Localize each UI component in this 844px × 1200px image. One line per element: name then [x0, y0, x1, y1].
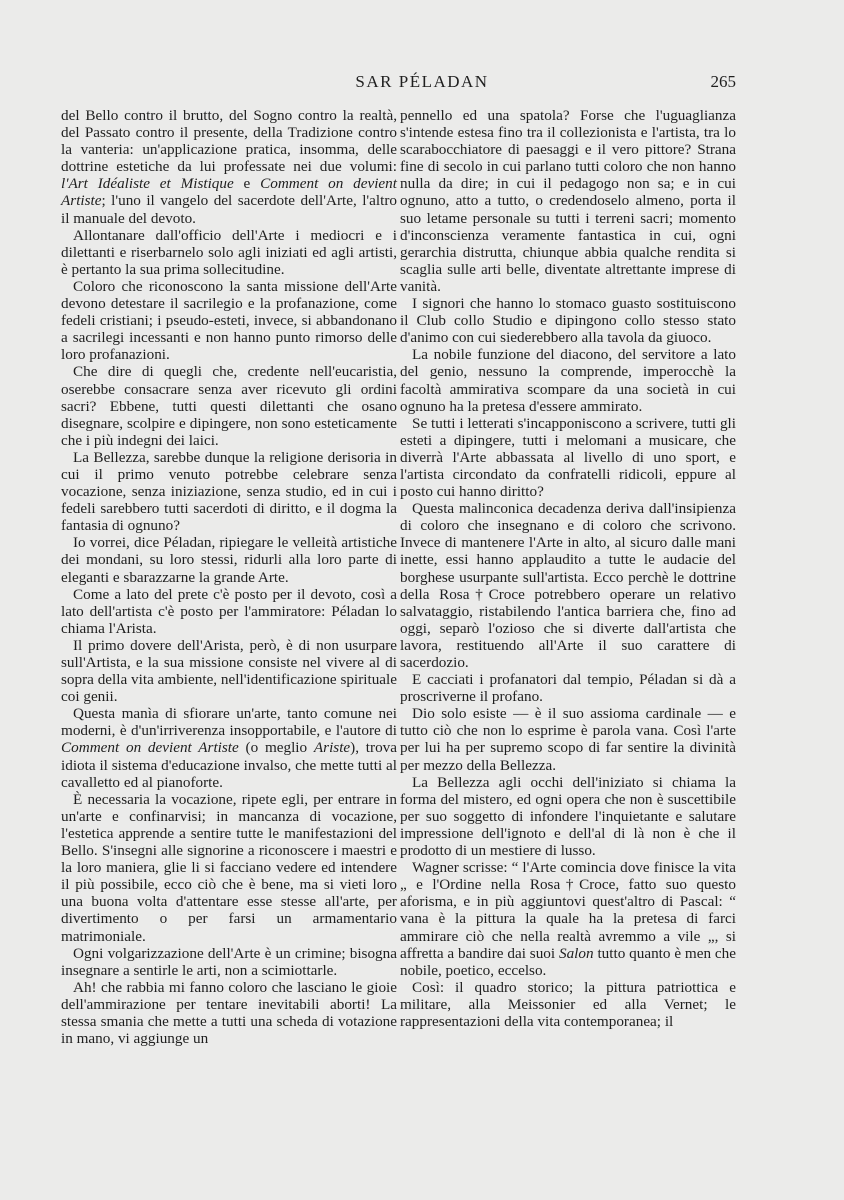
italic-title: Ariste — [313, 739, 351, 757]
paragraph: Che dire di quegli che, credente nell'eucaristia, oserebbe consacrare senza aver ricevuto gli ordini sacri? Ebbene, tutti questi dilettanti che osano disegnare, scolpire e dipingere, non sono esteticamente che i più indegni dei laici. — [61, 363, 397, 449]
italic-title: Comment on devient Artiste — [61, 739, 239, 757]
paragraph: Questa malinconica decadenza deriva dall'insipienza di coloro che insegnano e di coloro che scrivono. Invece di mantenere l'Arte in alto, al sicuro dalle mani inette, essi hanno applaudito a tutte le audacie del borghese usurpante sull'artista. Ecco perchè le dottrine della Rosa†Croce potrebbero operare un relativo salvataggio, ristabilendo l'antica barriera che, fino ad oggi, separò l'ozioso che si diverte dall'artista che lavora, restituendo all'Arte il suo carattere di sacerdozio. — [400, 500, 736, 671]
running-title: SAR PÉLADAN — [355, 72, 489, 91]
paragraph: Come a lato del prete c'è posto per il devoto, così a lato dell'artista c'è posto per l'ammiratore: Péladan lo chiama l'Arista. — [61, 585, 397, 637]
paragraph: Coloro che riconoscono la santa missione dell'Arte devono detestare il sacrilegio e la profanazione, come fedeli cristiani; i pseudo-esteti, invece, si abbandonano a sacrilegi incessanti e non hanno punto rimorso delle loro profanazioni. — [61, 277, 397, 364]
paragraph: Io vorrei, dice Péladan, ripiegare le velleità artistiche dei mondani, su loro stessi, ridurli alla loro parte di eleganti e sbarazzarne la grande Arte. — [61, 534, 397, 586]
italic-title: Salon — [558, 944, 594, 962]
left-text-column — [61, 107, 397, 1047]
paragraph: Questa manìa di sfiorare un'arte, tanto comune nei moderni, è d'un'irriverenza insopportabile, e l'autore di Comment on devient Artiste (o meglio Ariste), trova idiota il sistema d'educazione invalso, che mette tutti al cavalletto ed al pianoforte. — [61, 705, 397, 791]
paragraph: È necessaria la vocazione, ripete egli, per entrare in un'arte e confinarvisi; in mancanza di vocazione, l'estetica apprende a sentire tutte le manifestazioni del Bello. S'insegni alle signorine a riconoscere i maestri e la loro maniera, glie li si facciano vedere ed intendere il più possibile, ecco ciò che è bene, ma si vieti loro una buona volta d'attentare esse stesse all'arte, per divertimento o per farsi un armamentario matrimoniale. — [61, 790, 397, 945]
page-number: 265 — [710, 72, 736, 91]
paragraph: Così: il quadro storico; la pittura patriottica e militare, alla Meissonier ed alla Vernet; le rappresentazioni della vita contemporanea; il — [400, 978, 736, 1030]
paragraph: Se tutti i letterati s'incapponiscono a scrivere, tutti gli esteti a dipingere, tutti i melomani a musicare, che diverrà l'Arte abbassata al livello di uno sport, e l'artista circondato da confratelli ridicoli, eppure al posto cui hanno diritto? — [400, 414, 736, 501]
paragraph: Ogni volgarizzazione dell'Arte è un crimine; bisogna insegnare a sentirle le arti, non a scimiottarle. — [61, 944, 397, 979]
paragraph: I signori che hanno lo stomaco guasto sostituiscono il Club collo Studio e dipingono collo stesso stato d'animo con cui siederebbero alla tavola da giuoco. — [400, 295, 736, 347]
paragraph: Il primo dovere dell'Arista, però, è di non usurpare sull'Artista, e la sua missione consiste nel vivere al di sopra della vita ambiente, nell'identificazione spirituale coi genii. — [61, 636, 397, 706]
paragraph: Dio solo esiste — è il suo assioma cardinale — e tutto ciò che non lo esprime è parola vana. Così l'arte per lui ha per supremo scopo di far sentire la divinità per mezzo della Bellezza. — [400, 705, 736, 774]
paragraph: E cacciati i profanatori dal tempio, Péladan si dà a proscriverne il profano. — [400, 671, 736, 706]
italic-title: l'Art Idéaliste et Mistique — [61, 175, 234, 193]
page-header — [0, 72, 844, 98]
paragraph: Allontanare dall'officio dell'Arte i mediocri e i dilettanti e riserbarnelo solo agli iniziati ed agli artisti, è pertanto la sua prima sollecitudine. — [61, 226, 397, 278]
paragraph: Wagner scrisse: “ l'Arte comincia dove finisce la vita „ e l'Ordine nella Rosa†Croce, fatto suo questo aforisma, e in più aggiuntovi quest'altro di Pascal: “ vana è la pittura la quale ha la pretesa di farci ammirare ciò che nella realtà avremmo a vile „, si affretta a bandire dai suoi Salon tutto quanto è men che nobile, poetico, eccelso. — [400, 859, 736, 979]
italic-title: Comment on devient Artiste — [61, 175, 397, 210]
paragraph: La nobile funzione del diacono, del servitore a lato del genio, nessuno la comprende, imperocchè la facoltà ammirativa scompare da una società in cui ognuno ha la pretesa d'essere ammirato. — [400, 346, 736, 415]
paragraph: La Bellezza agli occhi dell'iniziato si chiama la forma del mistero, ed ogni opera che non è suscettibile per suo soggetto di infondere l'inquietante e salutare impressione dell'ignoto e dell'al di là non è che il prodotto di un mestiere di lusso. — [400, 773, 736, 860]
right-text-column — [400, 107, 736, 1030]
paragraph: del Bello contro il brutto, del Sogno contro la realtà, del Passato contro il presente, della Tradizione contro la vanteria: un'applicazione pratica, insomma, delle dottrine estetiche da lui professate nei due volumi: l'Art Idéaliste et Mistique e Comment on devient Artiste; l'uno il vangelo del sacerdote dell'Arte, l'altro il manuale del devoto. — [61, 107, 397, 227]
paragraph: pennello ed una spatola? Forse che l'uguaglianza s'intende estesa fino tra il collezionista e l'artista, tra lo scarabocchiatore di paesaggi e il vero pittore? Strana fine di secolo in cui parlano tutti coloro che non hanno nulla da dire; in cui il pedagogo non sa; e in cui ognuno, atto a tutto, o credendoselo almeno, porta il suo letame personale su tutti i terreni sacri; momento d'inconscienza veramente fantastica in cui, ogni gerarchia distrutta, chiunque abbia qualche rendita si scaglia sulle arti belle, diventate altrettante imprese di vanità. — [400, 107, 736, 295]
paragraph: Ah! che rabbia mi fanno coloro che lasciano le gioie dell'ammirazione per tentare inevitabili aborti! La stessa smania che mette a tutti una scheda di votazione in mano, vi aggiunge un — [61, 978, 397, 1048]
paragraph: La Bellezza, sarebbe dunque la religione derisoria in cui il primo venuto potrebbe celebrare senza vocazione, senza iniziazione, senza studio, ed in cui i fedeli sarebbero tutti sacerdoti di diritto, e il dogma la fantasia di ognuno? — [61, 448, 397, 535]
